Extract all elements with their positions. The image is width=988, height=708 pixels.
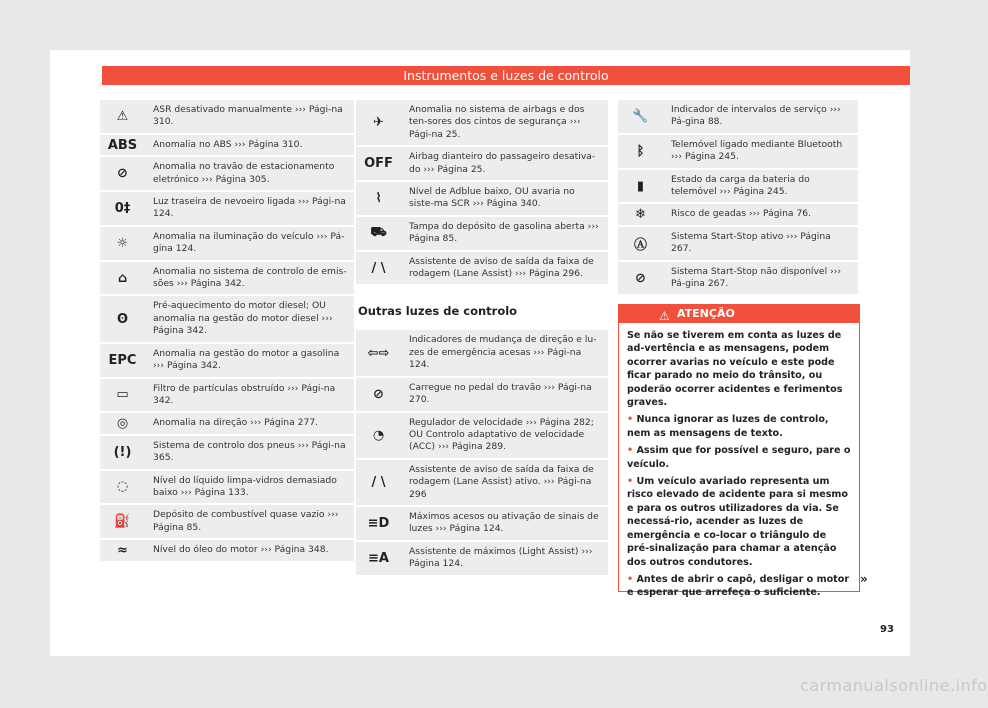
page-header: Instrumentos e luzes de controlo <box>102 66 910 85</box>
indicator-row <box>100 413 354 433</box>
high-beam-icon: ≡D <box>367 515 390 531</box>
asr-off-icon: ⚠ <box>116 108 129 124</box>
indicator-description: Máximos acesos ou ativação de sinais de luzes ››› Página 124. <box>401 507 608 540</box>
indicator-row <box>356 460 608 505</box>
indicator-description: Anomalia no sistema de controlo de emis-sões ››› Página 342. <box>145 262 354 295</box>
column-middle <box>356 100 608 577</box>
indicator-row <box>356 252 608 285</box>
indicator-row <box>100 296 354 341</box>
warning-bullet: • Nunca ignorar as luzes de controlo, nem as mensagens de texto. <box>627 414 829 439</box>
indicator-row <box>100 379 354 412</box>
indicator-row <box>100 262 354 295</box>
engine-icon: ⌂ <box>117 270 128 286</box>
passenger-airbag-off-icon: OFF <box>364 156 393 172</box>
indicator-row <box>356 542 608 575</box>
indicator-description: Anomalia na gestão do motor a gasolina ››› Página 342. <box>145 344 354 377</box>
indicator-row <box>618 262 858 295</box>
column-right <box>618 100 858 296</box>
indicator-row <box>100 227 354 260</box>
indicator-row <box>618 227 858 260</box>
warning-box <box>618 304 860 599</box>
page-number: 93 <box>880 624 894 635</box>
indicator-description: Anomalia no ABS ››› Página 310. <box>145 135 354 155</box>
indicator-description: Pré-aquecimento do motor diesel; OU anomalia na gestão do motor diesel ››› Página 342. <box>145 296 354 341</box>
indicator-row <box>100 100 354 133</box>
indicator-row <box>618 204 858 224</box>
indicator-description: Indicadores de mudança de direção e lu-zes de emergência acesas ››› Pági-na 124. <box>401 330 608 375</box>
abs-icon: ABS <box>107 137 138 153</box>
indicator-row <box>356 182 608 215</box>
indicator-row <box>100 344 354 377</box>
indicator-description: Nível do óleo do motor ››› Página 348. <box>145 540 354 560</box>
bulb-icon: ☼ <box>116 235 129 251</box>
indicator-row <box>100 540 354 560</box>
indicator-description: Filtro de partículas obstruído ››› Pági-na 342. <box>145 379 354 412</box>
turn-signal-icon: ⇦⇨ <box>367 345 390 361</box>
warning-bullet: • Assim que for possível e seguro, pare o veículo. <box>627 445 851 470</box>
indicator-description: Anomalia no travão de estacionamento eletrónico ››› Página 305. <box>145 157 354 190</box>
warning-intro: Se não se tiverem em conta as luzes de ad-vertência e as mensagens, podem ocorrer avarias no veículo e este pode ficar parado no meio do trânsito, ou poderão ocorrer acidentes e ferimentos graves. <box>627 330 843 409</box>
warning-bullet: • Antes de abrir o capô, desligar o motor e esperar que arrefeça o suficiente. <box>627 573 850 599</box>
indicator-description: Nível do líquido limpa-vidros demasiado baixo ››› Página 133. <box>145 471 354 504</box>
indicator-row <box>100 192 354 225</box>
watermark: carmanualsonline.info <box>800 676 988 695</box>
indicator-row <box>356 378 608 411</box>
glow-plug-icon: ʘ <box>116 311 129 327</box>
epc-icon: EPC <box>108 352 137 368</box>
indicator-description: Luz traseira de nevoeiro ligada ››› Pági-na 124. <box>145 192 354 225</box>
indicator-row <box>356 330 608 375</box>
indicator-description: Regulador de velocidade ››› Página 282; OU Controlo adaptativo de velocidade (ACC) ››› Página 289. <box>401 413 608 458</box>
indicator-description: ASR desativado manualmente ››› Pági-na 310. <box>145 100 354 133</box>
airbag-icon: ✈ <box>373 115 384 131</box>
particulate-filter-icon: ▭ <box>116 387 129 403</box>
start-stop-off-icon: ⊘ <box>635 270 646 286</box>
indicator-description: Depósito de combustível quase vazio ››› Página 85. <box>145 505 354 538</box>
indicator-row <box>100 505 354 538</box>
indicator-description: Assistente de máximos (Light Assist) ››› Página 124. <box>401 542 608 575</box>
indicator-description: Anomalia no sistema de airbags e dos ten-sores dos cintos de segurança ››› Pági-na 25. <box>401 100 608 145</box>
indicator-row <box>100 436 354 469</box>
indicator-description: Estado da carga da bateria do telemóvel ››› Página 245. <box>663 170 858 203</box>
adblue-icon: ⌇ <box>375 190 382 206</box>
indicator-description: Anomalia na direção ››› Página 277. <box>145 413 354 433</box>
oil-level-icon: ≈ <box>117 542 128 558</box>
indicator-description: Risco de geadas ››› Página 76. <box>663 204 858 224</box>
start-stop-icon: Ⓐ <box>633 237 647 253</box>
lane-assist-icon: / \ <box>371 260 386 276</box>
indicator-description: Sistema Start-Stop não disponível ››› Pá-gina 267. <box>663 262 858 295</box>
parking-brake-icon: ⊘ <box>117 166 128 182</box>
indicator-description: Tampa do depósito de gasolina aberta ››› Página 85. <box>401 217 608 250</box>
light-assist-icon: ≡A <box>368 550 389 566</box>
warning-triangle-icon: ⚠ <box>659 309 670 323</box>
indicator-row <box>356 507 608 540</box>
tire-pressure-icon: (!) <box>113 444 132 460</box>
indicator-row <box>356 413 608 458</box>
continue-mark: » <box>860 572 868 586</box>
steering-icon: ◎ <box>116 416 129 432</box>
indicator-row <box>100 157 354 190</box>
warning-title: ATENÇÃO <box>677 307 735 320</box>
battery-icon: ▮ <box>636 178 645 194</box>
indicator-description: Carregue no pedal do travão ››› Pági-na 270. <box>401 378 608 411</box>
column-left <box>100 100 354 563</box>
indicator-row <box>618 170 858 203</box>
indicator-row <box>618 135 858 168</box>
indicator-row <box>100 135 354 155</box>
indicator-description: Sistema Start-Stop ativo ››› Página 267. <box>663 227 858 260</box>
indicator-description: Airbag dianteiro do passageiro desativa-do ››› Página 25. <box>401 147 608 180</box>
cruise-control-icon: ◔ <box>372 427 385 443</box>
warning-bullet: • Um veículo avariado representa um risco elevado de acidente para si mesmo e para os outros utilizadores da via. Se necessá-rio, acender as luzes de emergência e co-locar o triângulo de pré-sinalização para chamar a atenção dos outros condutores. <box>627 476 849 568</box>
section-subheading: Outras luzes de controlo <box>358 304 518 319</box>
manual-page <box>50 50 910 656</box>
wrench-icon: 🔧 <box>632 108 649 124</box>
indicator-row <box>356 147 608 180</box>
fuel-icon: ⛽ <box>114 514 131 530</box>
fuel-cap-icon: ⛟ <box>370 224 387 240</box>
indicator-row <box>356 100 608 145</box>
indicator-description: Sistema de controlo dos pneus ››› Pági-na 365. <box>145 436 354 469</box>
rear-fog-icon: 0‡ <box>114 200 131 216</box>
warning-header <box>619 305 859 323</box>
indicator-description: Indicador de intervalos de serviço ››› Pá-gina 88. <box>663 100 858 133</box>
lane-assist-active-icon: / \ <box>371 474 386 490</box>
brake-pedal-icon: ⊘ <box>373 386 384 402</box>
bluetooth-icon: ᛒ <box>636 143 645 159</box>
warning-body <box>619 323 859 610</box>
indicator-description: Anomalia na iluminação do veículo ››› Pá-gina 124. <box>145 227 354 260</box>
indicator-row <box>618 100 858 133</box>
indicator-row <box>356 217 608 250</box>
indicator-description: Nível de Adblue baixo, OU avaria no siste-ma SCR ››› Página 340. <box>401 182 608 215</box>
indicator-description: Assistente de aviso de saída da faixa de rodagem (Lane Assist) ››› Página 296. <box>401 252 608 285</box>
indicator-description: Assistente de aviso de saída da faixa de rodagem (Lane Assist) ativo. ››› Pági-na 296 <box>401 460 608 505</box>
frost-icon: ❄ <box>635 207 646 223</box>
washer-fluid-icon: ◌ <box>116 479 129 495</box>
indicator-row <box>100 471 354 504</box>
indicator-description: Telemóvel ligado mediante Bluetooth ››› Página 245. <box>663 135 858 168</box>
